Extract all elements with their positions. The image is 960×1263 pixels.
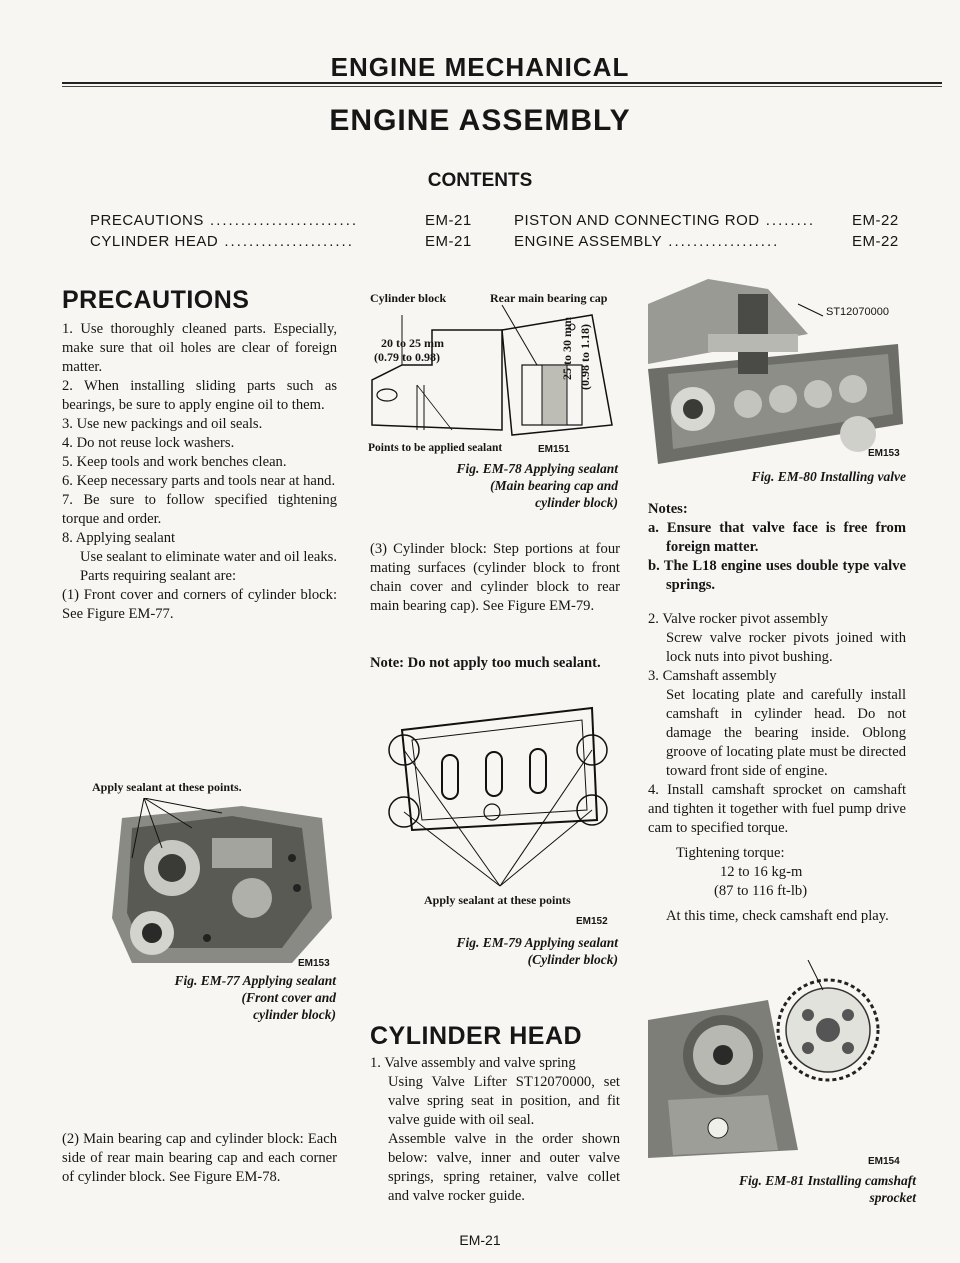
note-b: b. The L18 engine uses double type valve springs.: [648, 558, 906, 593]
figure-em81-image: [648, 960, 910, 1158]
em78-caption: [380, 460, 618, 511]
running-header: ENGINE MECHANICAL: [330, 52, 630, 82]
steps-block: [648, 610, 906, 926]
precaution-item: 2. When installing sliding parts such as bearings, be sure to apply engine oil to them.: [62, 378, 337, 413]
em78-caption-1: Fig. EM-78 Applying sealant: [456, 461, 618, 476]
note-a: a. Ensure that valve face is free from foreign matter.: [648, 520, 906, 555]
sealant-intro: Use sealant to eliminate water and oil leaks. Parts requiring sealant are:: [80, 549, 337, 584]
em79-caption-1: Fig. EM-79 Applying sealant: [456, 935, 618, 950]
precautions-list: [62, 320, 337, 624]
sealant-item-3: (3) Cylinder block: Step portions at four mating surfaces (cylinder block to front chain cover and cylinder block to rear main bearing cap). See Figure EM-79.: [370, 541, 620, 614]
toc-left: [90, 212, 480, 254]
notes-heading: Notes:: [648, 501, 688, 517]
precaution-item: 7. Be sure to follow specified tightening torque and order.: [62, 492, 337, 527]
toc-entry-precautions[interactable]: PRECAUTIONS ........................ EM-21: [90, 212, 472, 229]
endplay-text: At this time, check camshaft end play.: [666, 908, 889, 924]
page-number: EM-21: [459, 1232, 501, 1248]
step2-title: 2. Valve rocker pivot assembly: [648, 611, 829, 627]
em78-dim-side-1: 25 to 30 mm: [560, 317, 574, 380]
notes-block: [648, 500, 906, 595]
em77-caption-2: (Front cover and: [241, 990, 336, 1005]
em80-tool: ST12070000: [826, 306, 889, 318]
em78-label-right: Rear main bearing cap: [490, 291, 608, 305]
figure-em77-image: [92, 798, 338, 970]
step2-text: Screw valve rocker pivots joined with lock nuts into pivot bushing.: [666, 630, 906, 665]
em78-label-bottom: Points to be applied sealant: [368, 442, 503, 454]
step3-title: 3. Camshaft assembly: [648, 668, 777, 684]
figure-em80-image: [648, 274, 908, 466]
toc-page: EM-21: [425, 233, 472, 250]
em78-code: EM151: [538, 444, 570, 455]
step1-text: Using Valve Lifter ST12070000, set valve spring seat in position, and fit valve guide with oil seal.: [388, 1074, 620, 1128]
cylinder-head-step1: [370, 1054, 620, 1206]
page-title: ENGINE ASSEMBLY: [329, 104, 631, 137]
toc-label: PISTON AND CONNECTING ROD: [514, 212, 760, 229]
toc-label: CYLINDER HEAD: [90, 233, 219, 250]
em78-caption-2: (Main bearing cap and: [490, 478, 618, 493]
em79-label: Apply sealant at these points: [424, 893, 571, 907]
em81-caption: [670, 1172, 916, 1206]
em81-caption-1: Fig. EM-81 Installing camshaft: [738, 1173, 916, 1188]
em78-dim-side-2: (0.98 to 1.18): [578, 324, 592, 390]
toc-right: [514, 212, 904, 254]
toc-entry-piston[interactable]: PISTON AND CONNECTING ROD ........ EM-22: [514, 212, 899, 229]
em78-label-left: Cylinder block: [370, 291, 447, 305]
em79-caption-2: (Cylinder block): [527, 952, 618, 967]
em77-label: Apply sealant at these points.: [92, 780, 242, 794]
step1-title: 1. Valve assembly and valve spring: [370, 1055, 576, 1071]
toc-page: EM-21: [425, 212, 472, 229]
em78-caption-3: cylinder block): [535, 495, 618, 510]
step4-text: 4. Install camshaft sprocket on camshaft and tighten it together with fuel pump drive cam to specified torque.: [648, 782, 906, 836]
em77-caption-3: cylinder block): [253, 1007, 336, 1022]
em77-caption: [100, 972, 336, 1023]
em77-code: EM153: [298, 958, 330, 969]
precaution-item: 6. Keep necessary parts and tools near at hand.: [62, 473, 336, 489]
step1-text-2: Assemble valve in the order shown below: valve, inner and outer valve springs, spring retainer, valve collet and valve rocker guide.: [388, 1131, 620, 1204]
torque-value-2: (87 to 116 ft-lb): [714, 883, 808, 899]
precaution-item: 5. Keep tools and work benches clean.: [62, 454, 287, 470]
em78-dim-1: 20 to 25 mm: [381, 336, 444, 350]
toc-page: EM-22: [848, 233, 899, 250]
step3-text: Set locating plate and carefully install camshaft in cylinder head. Do not damage the bearing inside. Oblong groove of locating plate must be directed toward front side of engine.: [666, 687, 906, 779]
sealant-item-2: (2) Main bearing cap and cylinder block: Each side of rear main bearing cap and each corner of cylinder block. See Figure EM-78.: [62, 1131, 337, 1185]
torque-value-1: 12 to 16 kg-m: [720, 864, 803, 880]
precaution-item: 4. Do not reuse lock washers.: [62, 435, 235, 451]
contents-heading: CONTENTS: [427, 170, 533, 191]
em78-dim-2: (0.79 to 0.98): [374, 350, 440, 364]
sealant-item-1: (1) Front cover and corners of cylinder block: See Figure EM-77.: [62, 587, 337, 622]
em79-code: EM152: [576, 916, 608, 927]
header-rule-thin: [62, 86, 942, 87]
em80-code: EM153: [868, 448, 900, 459]
toc-label: ENGINE ASSEMBLY: [514, 233, 663, 250]
toc-entry-engine-assembly[interactable]: ENGINE ASSEMBLY .................. EM-22: [514, 233, 899, 250]
precaution-item: 1. Use thoroughly cleaned parts. Especially, make sure that oil holes are clear of foreign matter.: [62, 321, 337, 375]
precautions-heading: PRECAUTIONS: [62, 286, 250, 314]
em81-code: EM154: [868, 1156, 900, 1167]
torque-label: Tightening torque:: [676, 845, 785, 861]
header-rule: [62, 82, 942, 84]
precaution-item: 3. Use new packings and oil seals.: [62, 416, 263, 432]
precaution-item: 8. Applying sealant: [62, 530, 176, 546]
cylinder-head-heading: CYLINDER HEAD: [370, 1022, 583, 1050]
em80-caption: Fig. EM-80 Installing valve: [751, 469, 906, 484]
sealant-note: Note: Do not apply too much sealant.: [370, 655, 601, 671]
em81-caption-2: sprocket: [869, 1190, 916, 1205]
figure-em79-image: [382, 700, 614, 888]
em79-caption: [380, 934, 618, 968]
toc-entry-cylinder-head[interactable]: CYLINDER HEAD ..................... EM-21: [90, 233, 472, 250]
em77-caption-1: Fig. EM-77 Applying sealant: [174, 973, 336, 988]
toc-page: EM-22: [848, 212, 899, 229]
toc-label: PRECAUTIONS: [90, 212, 204, 229]
